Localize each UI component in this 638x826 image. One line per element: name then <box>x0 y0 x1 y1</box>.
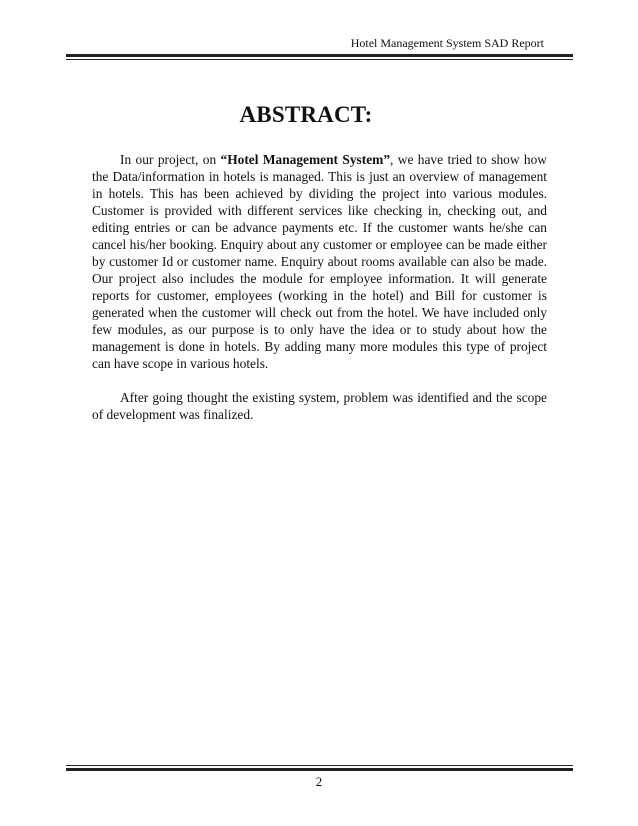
footer-rule-thin <box>66 765 573 766</box>
abstract-body <box>92 151 547 423</box>
paragraph-1-lead: In our project, on <box>120 152 221 167</box>
header-rule <box>66 54 573 60</box>
footer-rule-thick <box>66 768 573 771</box>
page-number: 2 <box>315 774 323 789</box>
abstract-paragraph-2: After going thought the existing system, problem was identified and the scope of development was finalized. <box>92 390 547 422</box>
abstract-paragraph-1 <box>92 151 547 372</box>
header-rule-thin <box>66 59 573 60</box>
header-rule-thick <box>66 54 573 57</box>
paragraph-1-rest: , we have tried to show how the Data/information in hotels is managed. This is just an overview of management in hotels. This has been achieved by dividing the project into various modules. Customer is provided with different services like checking in, checking out, and editing entries or can be advance payments etc. If the customer wants he/she can cancel his/her booking. Enquiry about any customer or employee can be made either by customer Id or customer name. Enquiry about rooms available can also be made. Our project also includes the module for employee information. It will generate reports for customer, employees (working in the hotel) and Bill for customer is generated when the customer will check out from the hotel. We have included only few modules, as our purpose is to only have the idea or to study about how the management is done in hotels. By adding many more modules this type of project can have scope in various hotels. <box>92 152 547 371</box>
abstract-heading: ABSTRACT: <box>239 102 373 127</box>
running-header: Hotel Management System SAD Report <box>350 36 544 50</box>
project-name-emphasis: “Hotel Management System” <box>220 152 391 167</box>
footer-rule <box>66 765 573 771</box>
